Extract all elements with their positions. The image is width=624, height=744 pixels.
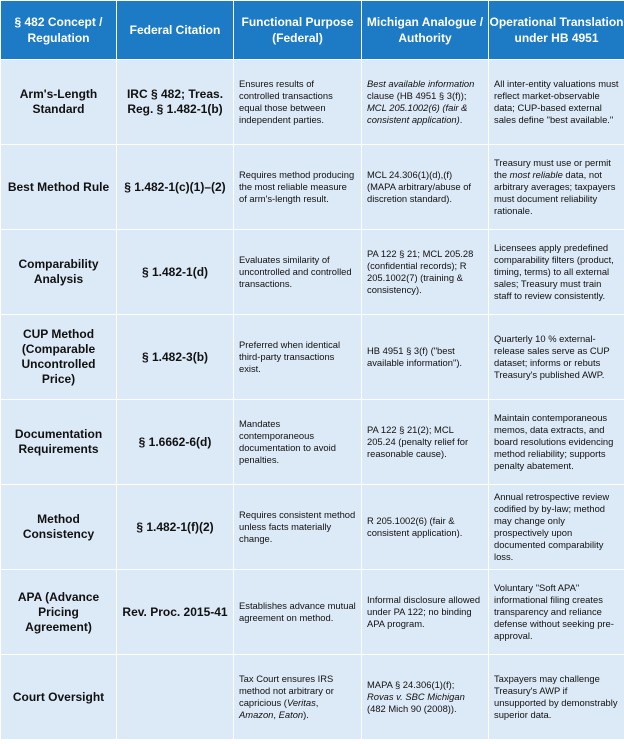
header-concept: § 482 Concept / Regulation [1,1,117,60]
cell-concept: APA (Advance Pricing Agreement) [1,570,117,655]
table-row [1,485,624,570]
cell-michigan: Best available information clause (HB 4951 § 3(f)); MCL 205.1002(6) (fair & consistent application). [362,60,489,145]
cell-concept: Comparability Analysis [1,230,117,315]
table-row [1,570,624,655]
cell-purpose: Preferred when identical third-party transactions exist. [234,315,362,400]
cell-citation: § 1.482-3(b) [117,315,234,400]
cell-translation: Voluntary "Soft APA" informational filing creates transparency and reliance defense without seeking pre-approval. [489,570,624,655]
header-michigan: Michigan Analogue / Authority [362,1,489,60]
cell-michigan: PA 122 § 21; MCL 205.28 (confidential records); R 205.1002(7) (training & consistency). [362,230,489,315]
table-row [1,230,624,315]
cell-purpose: Evaluates similarity of uncontrolled and controlled transactions. [234,230,362,315]
cell-purpose: Establishes advance mutual agreement on method. [234,570,362,655]
cell-translation: Annual retrospective review codified by by-law; method may change only prospectively upon documented comparability loss. [489,485,624,570]
cell-michigan: MAPA § 24.306(1)(f); Rovas v. SBC Michigan (482 Mich 90 (2008)). [362,655,489,740]
cell-michigan: HB 4951 § 3(f) ("best available information"). [362,315,489,400]
cell-citation: IRC § 482; Treas. Reg. § 1.482-1(b) [117,60,234,145]
cell-translation: Maintain contemporaneous memos, data extracts, and board resolutions evidencing method reliability; supports penalty abatement. [489,400,624,485]
cell-concept: Arm's-Length Standard [1,60,117,145]
cell-purpose: Ensures results of controlled transactions equal those between independent parties. [234,60,362,145]
cell-translation: All inter-entity valuations must reflect market-observable data; CUP-based external sales define "best available." [489,60,624,145]
cell-purpose: Mandates contemporaneous documentation to avoid penalties. [234,400,362,485]
header-translation: Operational Translation under HB 4951 [489,1,624,60]
cell-citation: § 1.482-1(c)(1)–(2) [117,145,234,230]
table-row [1,145,624,230]
cell-translation: Quarterly 10 % external-release sales serve as CUP dataset; informs or rebuts Treasury's published AWP. [489,315,624,400]
cell-michigan: PA 122 § 21(2); MCL 205.24 (penalty relief for reasonable cause). [362,400,489,485]
cell-translation: Taxpayers may challenge Treasury's AWP if unsupported by demonstrably superior data. [489,655,624,740]
cell-concept: Method Consistency [1,485,117,570]
cell-purpose: Requires method producing the most reliable measure of arm's-length result. [234,145,362,230]
header-citation: Federal Citation [117,1,234,60]
cell-concept: Documentation Requirements [1,400,117,485]
cell-michigan: Informal disclosure allowed under PA 122; no binding APA program. [362,570,489,655]
cell-concept: Court Oversight [1,655,117,740]
cell-concept: Best Method Rule [1,145,117,230]
cell-michigan: R 205.1002(6) (fair & consistent application). [362,485,489,570]
cell-purpose: Tax Court ensures IRS method not arbitrary or capricious (Veritas, Amazon, Eaton). [234,655,362,740]
cell-translation: Licensees apply predefined comparability filters (product, timing, terms) to all external sales; Treasury must train staff to review consistently. [489,230,624,315]
table-row [1,400,624,485]
cell-citation: § 1.6662-6(d) [117,400,234,485]
cell-purpose: Requires consistent method unless facts materially change. [234,485,362,570]
header-row [1,1,624,60]
header-purpose: Functional Purpose (Federal) [234,1,362,60]
table-row [1,315,624,400]
table-row [1,655,624,740]
cell-concept: CUP Method (Comparable Uncontrolled Price) [1,315,117,400]
cell-translation: Treasury must use or permit the most reliable data, not arbitrary averages; taxpayers must document reliability rationale. [489,145,624,230]
cell-citation: § 1.482-1(d) [117,230,234,315]
cell-citation [117,655,234,740]
cell-citation: Rev. Proc. 2015-41 [117,570,234,655]
cell-michigan: MCL 24.306(1)(d),(f) (MAPA arbitrary/abuse of discretion standard). [362,145,489,230]
cell-citation: § 1.482-1(f)(2) [117,485,234,570]
table-row [1,60,624,145]
